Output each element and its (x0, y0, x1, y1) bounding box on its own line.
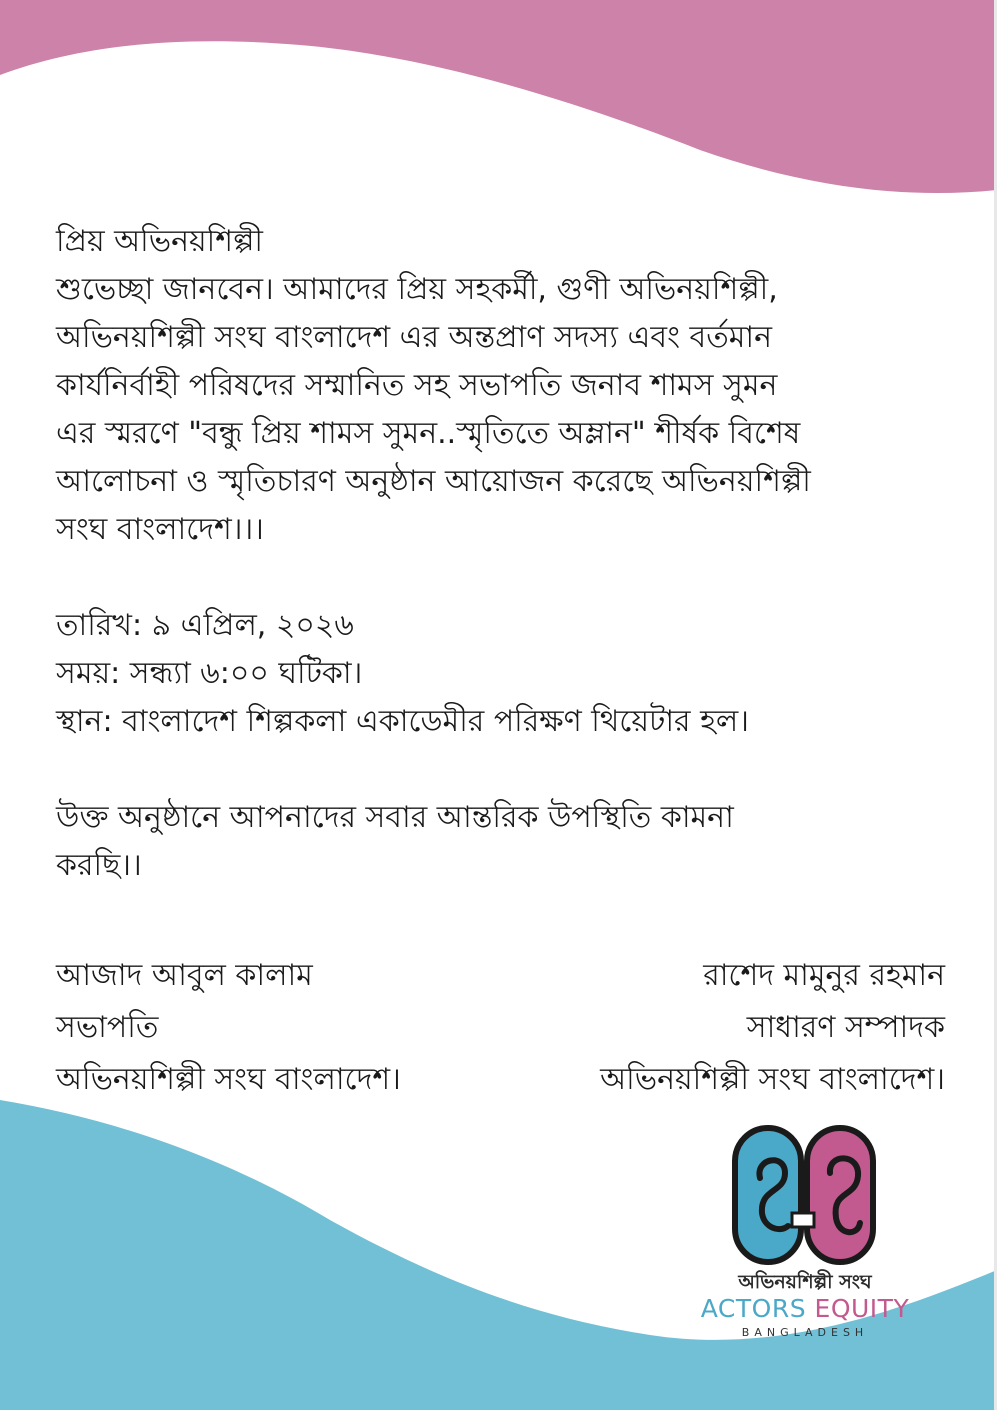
signatory-org: অভিনয়শিল্পী সংঘ বাংলাদেশ। (56, 1062, 401, 1097)
actors-equity-logo (700, 1118, 910, 1338)
logo-english-name (700, 1294, 910, 1323)
signatory-title: সভাপতি (56, 1010, 159, 1045)
closing-line: করছি।। (56, 848, 142, 883)
logo-country: BANGLADESH (741, 1326, 869, 1339)
spacer (56, 746, 956, 794)
top-wave-shape (0, 0, 997, 193)
signatory-name: রাশেদ মামুনুর রহমান (703, 958, 945, 993)
signature-left (56, 950, 401, 1106)
body-line: শুভেচ্ছা জানবেন। আমাদের প্রিয় সহকর্মী, গুণী অভিনয়শিল্পী, (56, 272, 778, 307)
body-line: অভিনয়শিল্পী সংঘ বাংলাদেশ এর অন্তপ্রাণ সদস্য এবং বর্তমান (56, 320, 772, 355)
event-date: তারিখ: ৯ এপ্রিল, ২০২৬ (56, 608, 354, 643)
signatory-org: অভিনয়শিল্পী সংঘ বাংলাদেশ। (600, 1062, 945, 1097)
event-time: সময়: সন্ধ্যা ৬:০০ ঘটিকা। (56, 656, 363, 691)
invitation-letter (56, 218, 956, 890)
closing-line: উক্ত অনুষ্ঠানে আপনাদের সবার আন্তরিক উপস্থিতি কামনা (56, 800, 734, 835)
greeting: প্রিয় অভিনয়শিল্পী (56, 224, 264, 259)
signatory-name: আজাদ আবুল কালাম (56, 958, 313, 993)
body-line: কার্যনির্বাহী পরিষদের সম্মানিত সহ সভাপতি জনাব শামস সুমন (56, 368, 778, 403)
top-wave-decoration (0, 0, 997, 240)
logo-bangla-name: অভিনয়শিল্পী সংঘ (738, 1271, 872, 1293)
spacer (56, 554, 956, 602)
signature-right (600, 950, 945, 1106)
logo-mark-icon (700, 1118, 910, 1268)
body-line: এর স্মরণে "বন্ধু প্রিয় শামস সুমন..স্মৃতিতে অম্লান" শীর্ষক বিশেষ (56, 416, 801, 451)
event-venue: স্থান: বাংলাদেশ শিল্পকলা একাডেমীর পরিক্ষণ থিয়েটার হল। (56, 704, 749, 739)
logo-word-equity: EQUITY (814, 1294, 910, 1323)
logo-word-actors: ACTORS (700, 1294, 807, 1323)
body-line: সংঘ বাংলাদেশ।।। (56, 512, 264, 547)
signatory-title: সাধারণ সম্পাদক (746, 1010, 945, 1045)
body-line: আলোচনা ও স্মৃতিচারণ অনুষ্ঠান আয়োজন করেছে অভিনয়শিল্পী (56, 464, 811, 499)
